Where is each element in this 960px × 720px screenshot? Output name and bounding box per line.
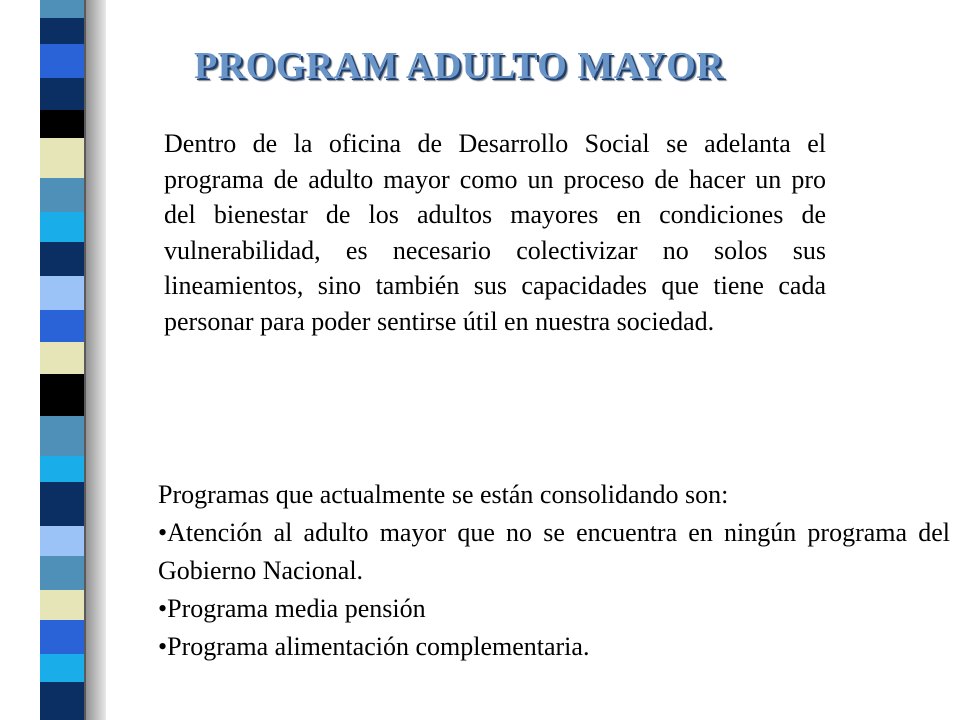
stripe-block — [40, 110, 84, 138]
stripe-edge — [84, 0, 86, 720]
stripe-block — [40, 310, 84, 342]
stripe-block — [40, 590, 84, 620]
intro-paragraph: Dentro de la oficina de Desarrollo Social se adelanta el programa de adulto mayor como un proceso de hacer un pro del bienestar de los adultos mayores en condiciones de vulnerabilidad, es necesario colectivizar no solos sus lineamientos, sino también sus capacidades que tiene cada personar para poder sentirse útil en nuestra sociedad. — [164, 129, 826, 336]
stripe-block — [40, 416, 84, 456]
programs-intro: Programas que actualmente se están consolidando son: — [158, 480, 729, 509]
stripe-block — [40, 482, 84, 526]
program-item: •Programa media pensión — [158, 594, 426, 623]
stripe-block — [40, 18, 84, 44]
decorative-left-stripe — [40, 0, 84, 720]
page-title: PROGRAM ADULTO MAYOR — [194, 45, 725, 87]
stripe-block — [40, 456, 84, 482]
stripe-block — [40, 138, 84, 178]
stripe-block — [40, 556, 84, 590]
stripe-block — [40, 276, 84, 310]
stripe-block — [40, 212, 84, 242]
programs-block — [158, 476, 950, 666]
stripe-block — [40, 0, 84, 18]
stripe-block — [40, 654, 84, 682]
stripe-block — [40, 44, 84, 78]
stripe-block — [40, 682, 84, 720]
stripe-block — [40, 342, 84, 374]
program-item: •Atención al adulto mayor que no se encuentra en ningún programa del Gobierno Nacional. — [158, 518, 950, 585]
stripe-block — [40, 178, 84, 212]
stripe-block — [40, 242, 84, 276]
stripe-block — [40, 526, 84, 556]
stripe-block — [40, 620, 84, 654]
stripe-shadow — [84, 0, 106, 720]
stripe-block — [40, 374, 84, 416]
program-item: •Programa alimentación complementaria. — [158, 632, 590, 661]
stripe-block — [40, 78, 84, 110]
